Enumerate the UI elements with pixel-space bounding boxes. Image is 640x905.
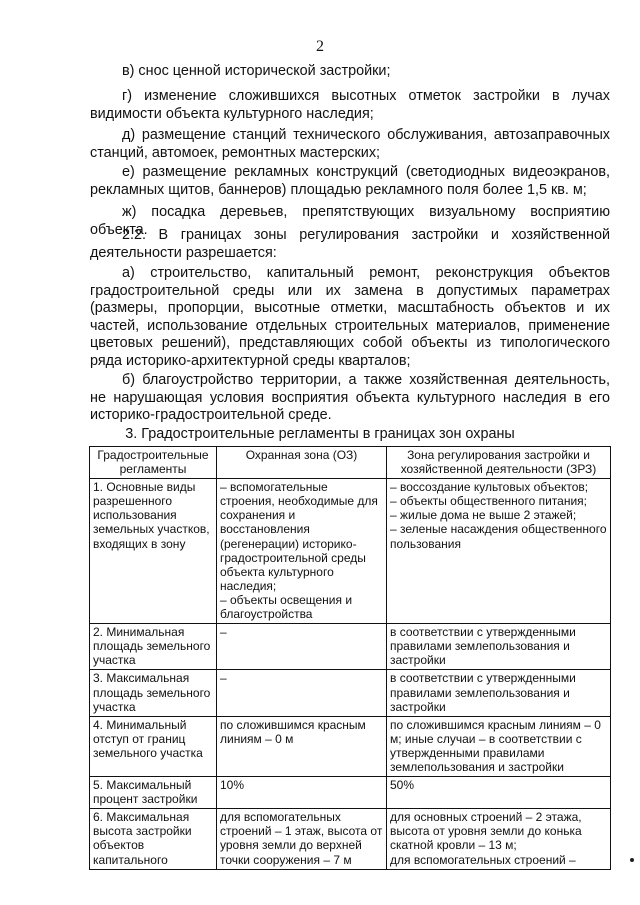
table-row [90, 479, 611, 624]
row-label: 6. Максимальная высота застройки объектов капитального [90, 809, 217, 869]
paragraph-2-2: 2.2. В границах зоны регулирования застройки и хозяйственной деятельности разрешается: [90, 227, 610, 261]
page-number: 2 [316, 38, 324, 55]
cell-line: – зеленые насаждения общественного пользования [390, 522, 607, 551]
table-row [90, 716, 611, 776]
row-label: 4. Минимальный отступ от границ земельного участка [90, 716, 217, 776]
header-regulations: Градостроительные регламенты [90, 447, 217, 479]
zrz-cell: в соответствии с утвержденными правилами землепользования и застройки [387, 670, 611, 716]
header-protection-zone: Охранная зона (ОЗ) [217, 447, 387, 479]
regulations-table [89, 446, 611, 870]
oz-cell [217, 479, 387, 624]
table-row [90, 777, 611, 809]
zrz-cell [387, 479, 611, 624]
cell-line: – объекты общественного питания; [390, 494, 587, 509]
oz-cell: – [217, 624, 387, 670]
paragraph-zh: ж) посадка деревьев, препятствующих визуальному восприятию объекта. [90, 204, 610, 238]
cell-line: – жилые дома не выше 2 этажей; [390, 508, 577, 523]
zrz-cell: в соответствии с утвержденными правилами землепользования и застройки [387, 624, 611, 670]
paragraph-d: д) размещение станций технического обслуживания, автозаправочных станций, автомоек, ремонтных мастерских; [90, 127, 610, 161]
paragraph-a: а) строительство, капитальный ремонт, реконструкция объектов градостроительной среды или их замена в допустимых параметрах (размеры, пропорции, высотные отметки, масштабность объектов и их частей, использование отдельных строительных материалов, применение цветовых решений), представляющих собой объекты из типологического ряда историко-архитектурной среды кварталов; [90, 265, 610, 369]
paragraph-e: е) размещение рекламных конструкций (светодиодных видеоэкранов, рекламных щитов, баннеров) площадью рекламного поля более 1,5 кв. м; [90, 164, 610, 198]
oz-cell: для вспомогательных строений – 1 этаж, высота от уровня земли до верхней точки сооружения – 7 м [217, 809, 387, 869]
zrz-cell: по сложившимся красным линиям – 0 м; иные случаи – в соответствии с утвержденными правилами землепользования и застройки [387, 716, 611, 776]
row-label: 5. Максимальный процент застройки [90, 777, 217, 809]
paragraph-v: в) снос ценной исторической застройки; [122, 63, 391, 79]
table-row [90, 809, 611, 869]
row-label: 2. Минимальная площадь земельного участка [90, 624, 217, 670]
zrz-cell [387, 809, 611, 869]
table-header-row [90, 447, 611, 479]
header-regulation-zone: Зона регулирования застройки и хозяйственной деятельности (ЗРЗ) [387, 447, 611, 479]
oz-cell: 10% [217, 777, 387, 809]
cell-line: – воссоздание культовых объектов; [390, 480, 589, 495]
cell-line: для основных строений – 2 этажа, высота от уровня земли до конька скатной кровли – 13 м; [390, 810, 582, 853]
table-row [90, 624, 611, 670]
paragraph-g: г) изменение сложившихся высотных отметок застройки в лучах видимости объекта культурного наследия; [90, 88, 610, 122]
table-title: 3. Градостроительные регламенты в границах зон охраны [125, 426, 515, 442]
cell-line: – объекты освещения и благоустройства [220, 592, 353, 622]
cell-line: – вспомогательные строения, необходимые для сохранения и восстановления (регенерации) историко-градостроительной среды объекта культурного наследия; [220, 480, 378, 593]
zrz-cell: 50% [387, 777, 611, 809]
row-label: 3. Максимальная площадь земельного участка [90, 670, 217, 716]
oz-cell: по сложившимся красным линиям – 0 м [217, 716, 387, 776]
cell-line: для вспомогательных строений – [390, 852, 576, 867]
oz-cell: – [217, 670, 387, 716]
row-label: 1. Основные виды разрешенного использования земельных участков, входящих в зону [90, 479, 217, 624]
scan-mark [630, 858, 634, 862]
table-row [90, 670, 611, 716]
paragraph-b: б) благоустройство территории, а также хозяйственная деятельность, не нарушающая условия восприятия объекта культурного наследия в его историко-градостроительной среде. [90, 372, 610, 423]
